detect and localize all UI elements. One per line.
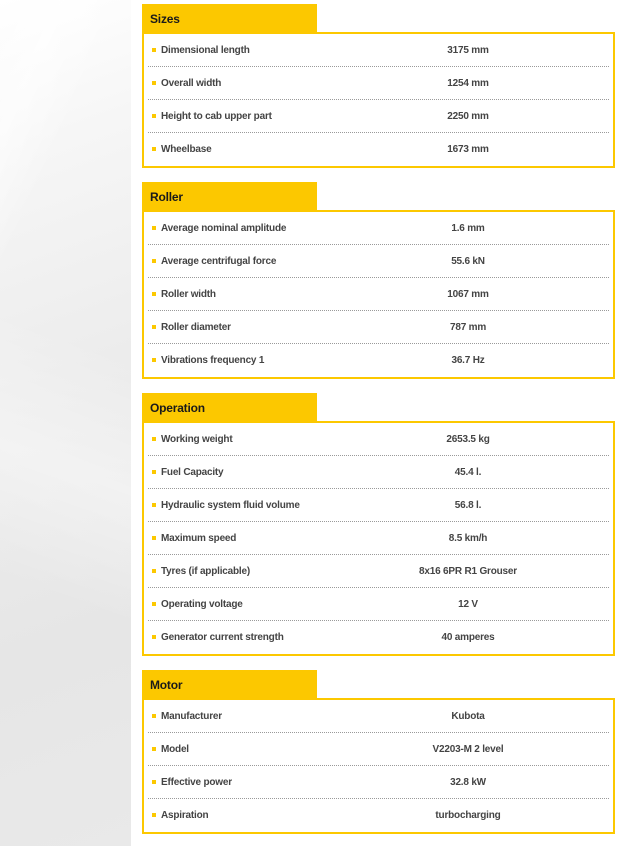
section-table <box>142 32 615 168</box>
spec-label: Aspiration <box>161 810 209 821</box>
spec-value: 1067 mm <box>447 289 489 300</box>
spec-label: Roller diameter <box>161 322 231 333</box>
section-table <box>142 421 615 656</box>
spec-label: Working weight <box>161 434 233 445</box>
spec-value: 32.8 kW <box>450 777 486 788</box>
spec-label: Overall width <box>161 78 222 89</box>
spec-value: 1254 mm <box>447 78 489 89</box>
spec-value: 12 V <box>458 599 478 610</box>
spec-row <box>148 344 609 377</box>
spec-value: 3175 mm <box>447 45 489 56</box>
spec-value: 2250 mm <box>447 111 489 122</box>
spec-label: Dimensional length <box>161 45 250 56</box>
section-roller <box>142 182 615 378</box>
spec-value: Kubota <box>451 711 485 722</box>
bullet-icon <box>152 358 156 362</box>
section-title: Operation <box>142 393 317 423</box>
bullet-icon <box>152 536 156 540</box>
spec-row <box>148 489 609 522</box>
section-title: Roller <box>142 182 317 212</box>
spec-row <box>148 766 609 799</box>
bullet-icon <box>152 114 156 118</box>
spec-value: 2653.5 kg <box>446 434 490 445</box>
spec-row <box>148 311 609 344</box>
section-sizes <box>142 4 615 167</box>
spec-row <box>148 588 609 621</box>
spec-row <box>148 100 609 133</box>
spec-content <box>131 0 625 846</box>
spec-label: Maximum speed <box>161 533 237 544</box>
spec-value: turbocharging <box>435 810 501 821</box>
section-table <box>142 210 615 379</box>
bullet-icon <box>152 48 156 52</box>
spec-value: 36.7 Hz <box>451 355 485 366</box>
spec-label: Fuel Capacity <box>161 467 224 478</box>
spec-value: 56.8 l. <box>454 500 482 511</box>
spec-row <box>148 700 609 733</box>
bullet-icon <box>152 747 156 751</box>
bullet-icon <box>152 635 156 639</box>
spec-value: 55.6 kN <box>451 256 485 267</box>
spec-row <box>148 34 609 67</box>
bullet-icon <box>152 437 156 441</box>
spec-value: 40 amperes <box>441 632 495 643</box>
bullet-icon <box>152 147 156 151</box>
spec-row <box>148 799 609 832</box>
spec-row <box>148 456 609 489</box>
spec-value: 45.4 l. <box>454 467 482 478</box>
section-table <box>142 698 615 834</box>
spec-row <box>148 621 609 654</box>
spec-value: V2203-M 2 level <box>432 744 504 755</box>
spec-label: Generator current strength <box>161 632 284 643</box>
bullet-icon <box>152 292 156 296</box>
spec-label: Vibrations frequency 1 <box>161 355 265 366</box>
spec-row <box>148 133 609 166</box>
section-motor <box>142 670 615 833</box>
spec-label: Effective power <box>161 777 232 788</box>
spec-label: Model <box>161 744 189 755</box>
bullet-icon <box>152 813 156 817</box>
bullet-icon <box>152 325 156 329</box>
bullet-icon <box>152 569 156 573</box>
spec-label: Manufacturer <box>161 711 222 722</box>
bullet-icon <box>152 503 156 507</box>
spec-row <box>148 278 609 311</box>
spec-label: Tyres (if applicable) <box>161 566 250 577</box>
spec-row <box>148 733 609 766</box>
spec-value: 787 mm <box>449 322 487 333</box>
spec-value: 8.5 km/h <box>448 533 488 544</box>
bullet-icon <box>152 259 156 263</box>
spec-label: Hydraulic system fluid volume <box>161 500 300 511</box>
section-operation <box>142 393 615 655</box>
spec-row <box>148 212 609 245</box>
bullet-icon <box>152 226 156 230</box>
spec-row <box>148 245 609 278</box>
spec-row <box>148 423 609 456</box>
spec-label: Average centrifugal force <box>161 256 277 267</box>
spec-value: 8x16 6PR R1 Grouser <box>419 566 517 577</box>
bullet-icon <box>152 780 156 784</box>
spec-label: Roller width <box>161 289 216 300</box>
spec-value: 1.6 mm <box>451 223 485 234</box>
spec-row <box>148 555 609 588</box>
bullet-icon <box>152 470 156 474</box>
section-title: Sizes <box>142 4 317 34</box>
spec-value: 1673 mm <box>447 144 489 155</box>
spec-label: Height to cab upper part <box>161 111 272 122</box>
spec-label: Operating voltage <box>161 599 243 610</box>
bullet-icon <box>152 81 156 85</box>
spec-row <box>148 67 609 100</box>
bullet-icon <box>152 714 156 718</box>
spec-row <box>148 522 609 555</box>
spec-label: Average nominal amplitude <box>161 223 287 234</box>
left-background <box>0 0 131 846</box>
bullet-icon <box>152 602 156 606</box>
spec-label: Wheelbase <box>161 144 212 155</box>
section-title: Motor <box>142 670 317 700</box>
